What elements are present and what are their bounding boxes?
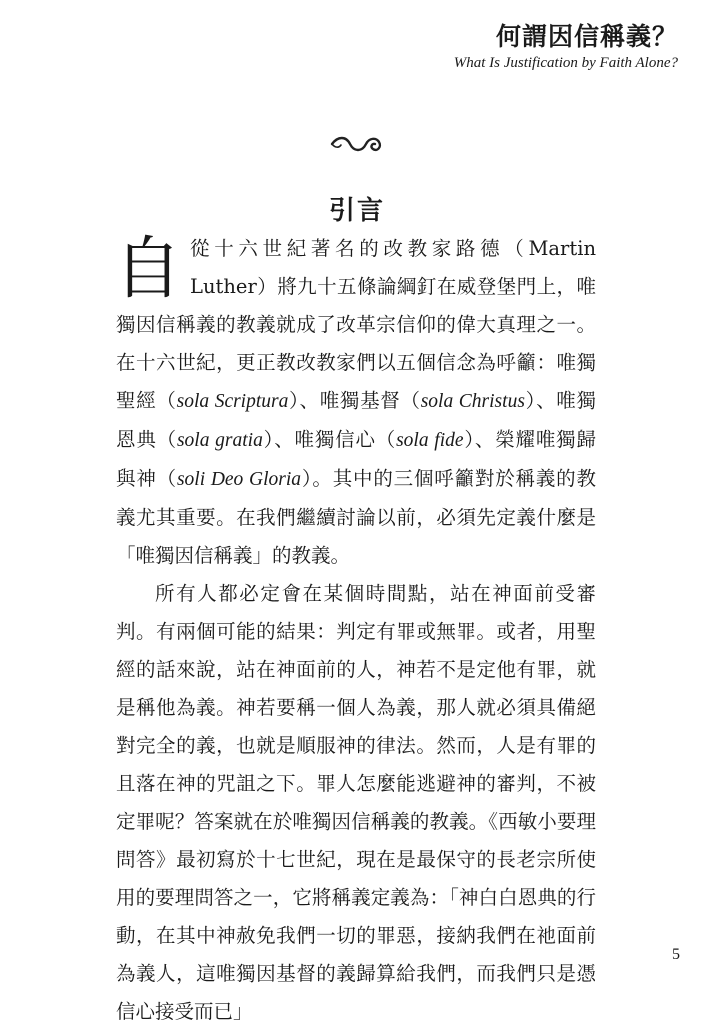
section-heading: 引言 [328,196,385,226]
text-segment: 從十六世紀著名的改教家路德（Martin Luther）將九十五條論綱釘在威登堡門上，唯獨因信稱義的教義就成了改革宗信仰的偉大真理之一。在十六世紀，更正教改教家們以五個信念為呼籲：唯獨聖經（ [116,237,596,412]
text-segment: ）、唯獨基督（ [288,389,421,412]
running-header [454,22,678,72]
latin-term: soli Deo Gloria [176,469,302,490]
paragraph-judgment: 所有人都必定會在某個時間點，站在神面前受審判。有兩個可能的結果：判定有罪或無罪。或者，用聖經的話來說，站在神面前的人，神若不是定他有罪，就是稱他為義。神若要稱一個人為義，那人就必須具備絕對完全的義，也就是順服神的律法。然而，人是有罪的且落在神的咒詛之下。罪人怎麼能逃避神的審判，不被定罪呢？答案就在於唯獨因信稱義的教義。《西敏小要理問答》最初寫於十七世紀，現在是最保守的長老宗所使用的要理問答之一，它將稱義定義為：「神白白恩典的行動，在其中神赦免我們一切的罪惡，接納我們在祂面前為義人，這唯獨因基督的義歸算給我們，而我們只是憑信心接受而已」 [116,582,596,1023]
text-segment: ）。其中的三個呼籲對於稱義的教義尤其重要。在我們繼續討論以前，必須先定義什麼是「唯獨因信稱義」的教義。 [116,467,596,567]
swirl-ornament-icon [330,132,384,158]
latin-term: sola fide [396,430,464,451]
paragraph-intro [116,230,596,575]
header-title: 何謂因信稱義？ [495,22,678,51]
text-segment: ）、榮耀唯獨歸與神（ [116,428,596,490]
text-segment: ）、唯獨信心（ [262,428,397,451]
page-number: 5 [672,946,680,963]
body-text [116,230,596,1031]
latin-term: sola Christus [420,391,525,412]
drop-cap: 自 [114,230,183,309]
latin-term: sola Scriptura [176,391,289,412]
text-segment: ）、唯獨恩典（ [116,389,596,451]
latin-term: sola gratia [176,430,263,451]
header-subtitle: What Is Justification by Faith Alone? [453,55,678,71]
